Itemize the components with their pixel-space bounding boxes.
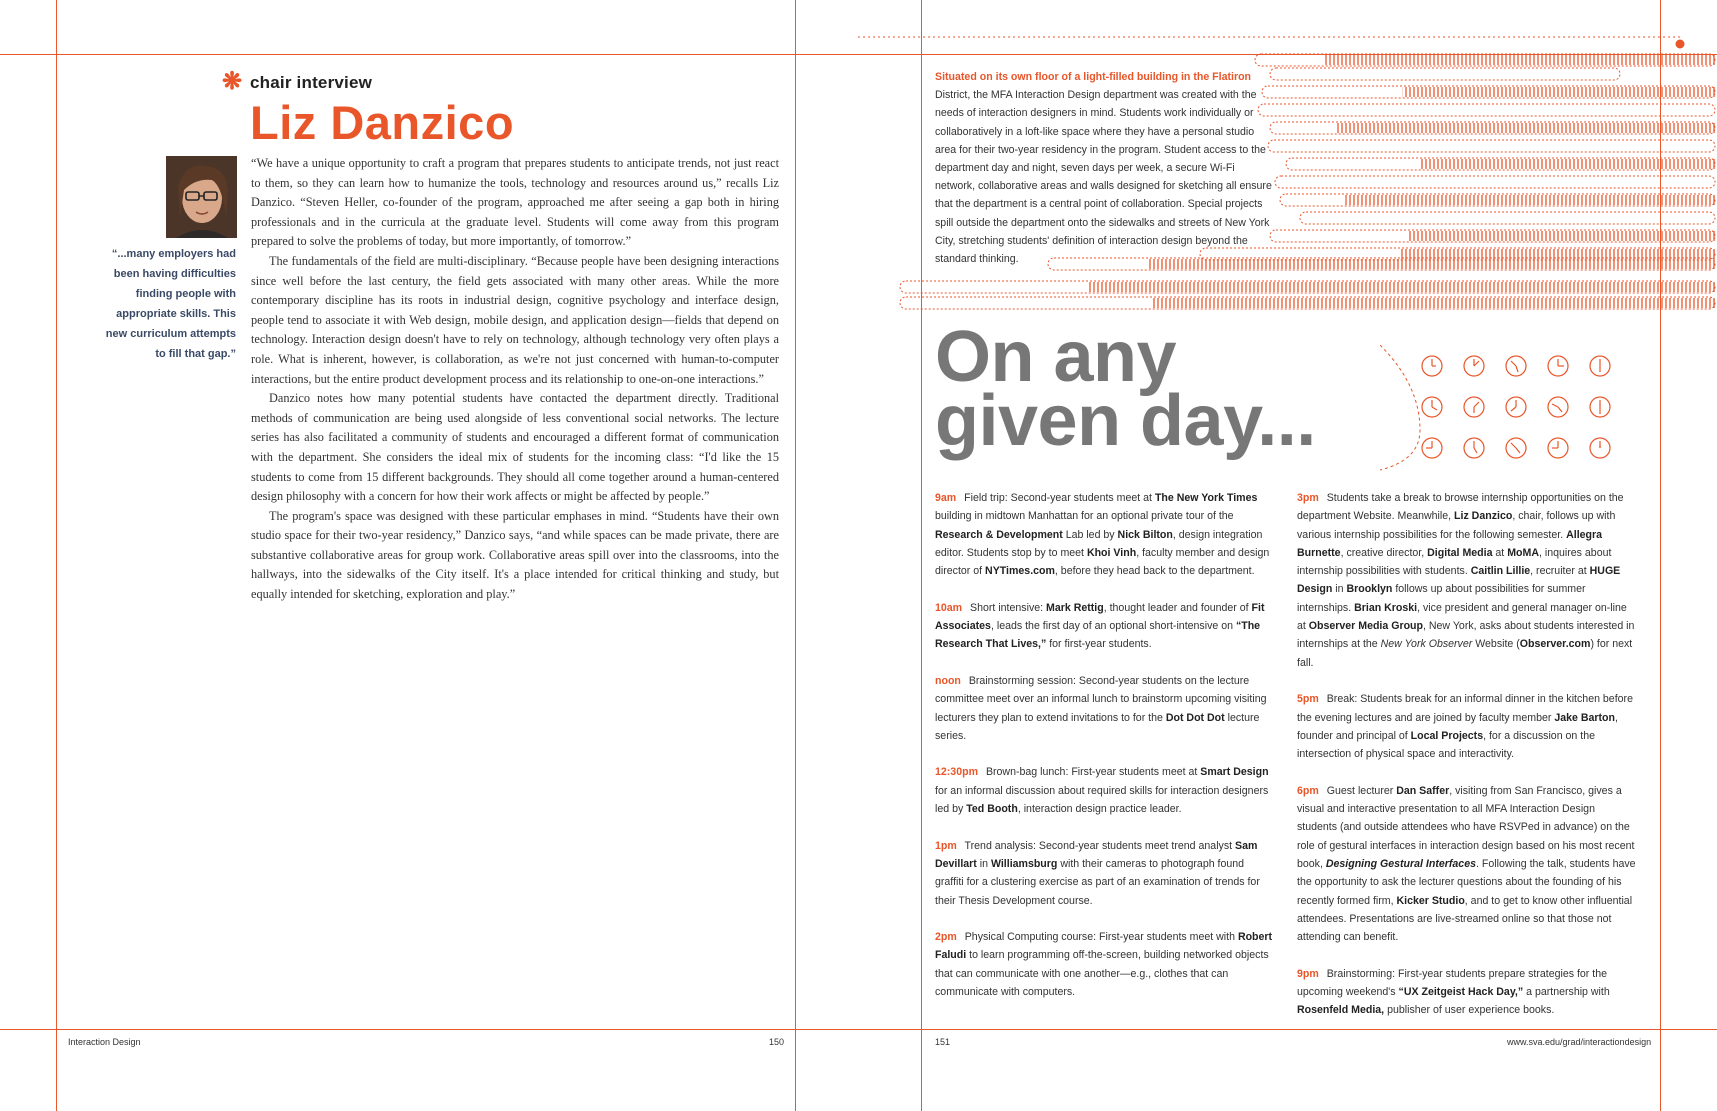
heading-line: given day...	[935, 381, 1316, 461]
schedule-entry	[935, 489, 1275, 580]
schedule-entry	[935, 672, 1275, 745]
schedule-time: 12:30pm	[935, 766, 978, 779]
schedule-text: ) for next fall.	[1297, 638, 1633, 669]
page-number: 150	[769, 1037, 785, 1047]
schedule-text: in	[1332, 583, 1347, 596]
schedule-text: , design integration editor. Students stop by to meet	[935, 528, 1263, 559]
schedule-text: , before they head back to the department.	[1054, 565, 1255, 578]
paragraph: “We have a unique opportunity to craft a program that prepares students to anticipate trends, not just react to them, so they can learn how to humanize the tools, technology and resources around us,” recalls Liz Danzico. “Steven Heller, co-founder of the program, approached me after seeing a gap both in hiring professionals and in the curricula at the graduate level. Students will come away from this program prepared to solve the problems of today, but more importantly, of tomorrow.”	[251, 156, 779, 249]
section-label: chair interview	[250, 73, 373, 92]
intro-paragraph	[935, 68, 1275, 268]
paragraph: The fundamentals of the field are multi-disciplinary. “Because people have been designing interactions since well before the last century, the field gets associated with many other areas. While the more contemporary discipline has its roots in industrial design, cognitive psychology and interface design, people tend to associate it with Web design, mobile design, and application design—fields that depend on technology. Interaction design doesn't have to rely on technology, although technology very often plays a role. What is inherent, however, is collaboration, as we're not just concerned with human-to-computer interactions, but the entire product development process and its relationship to one-on-one interactions.”	[251, 253, 779, 386]
clock-icon	[1506, 397, 1526, 417]
schedule-highlight: Local Projects	[1410, 729, 1484, 742]
schedule-text: Lab led by	[1062, 528, 1118, 541]
schedule-text: Brainstorming: First-year students prepare strategies for the upcoming weekend's	[1297, 967, 1608, 999]
schedule-text: , inquires about internship possibilities with students.	[1297, 546, 1612, 578]
page-title: Liz Danzico	[250, 96, 515, 149]
schedule-text: Field trip: Second-year students meet at	[961, 492, 1155, 504]
schedule-text: follows up about possibilities for summer internships.	[1297, 583, 1586, 614]
schedule-highlight: Robert Faludi	[935, 931, 1273, 962]
schedule-text: Brown-bag lunch: First-year students meet at	[983, 766, 1201, 779]
paragraph: The program's space was designed with these particular emphases in mind. “Students have their own studio space for their two-year residency,” Danzico says, “and while spaces can be made private, there are substantive collaborative areas for group work. Collaborative areas spill over into the classrooms, into the hallways, into the sidewalks of the City itself. It's a place intended for critical thinking and study, but equally intended for sketching, exploration and play.”	[251, 508, 779, 602]
schedule-highlight: Mark Rettig	[1046, 601, 1104, 614]
clock-icon	[1590, 438, 1610, 458]
schedule-highlight: Brooklyn	[1346, 583, 1393, 596]
schedule-text: for first-year students.	[1046, 638, 1152, 651]
schedule-entry	[935, 763, 1275, 818]
schedule-entry	[1297, 690, 1637, 763]
schedule-column-right	[1297, 489, 1637, 1038]
footer-url: www.sva.edu/grad/interactiondesign	[1507, 1037, 1652, 1047]
intro-text: District, the MFA Interaction Design department was created with the needs of interaction designers in mind. Students work individually or collaboratively in a loft-like space where they have a personal studio area for their two-year residency in the program. Student access to the department day and night, seven days per week, a secure Wi-Fi network, collaborative areas and walls designed for sketching all ensure that the department is a central point of collaboration. Special projects spill outside the department onto the sidewalks and streets of New York City, stretching students' definition of interaction design beyond the standard thinking.	[935, 89, 1272, 266]
schedule-time: 9am	[935, 492, 957, 504]
schedule-text: publisher of user experience books.	[1384, 1004, 1555, 1017]
schedule-entry	[1297, 782, 1637, 947]
schedule-highlight: Liz Danzico	[1454, 510, 1513, 523]
schedule-text: Guest lecturer	[1323, 784, 1397, 797]
schedule-highlight: Research & Development	[935, 528, 1063, 541]
schedule-column-left	[935, 489, 1275, 1020]
schedule-text: building in midtown Manhattan for an optional private tour of the	[935, 510, 1234, 523]
schedule-text: , interaction design practice leader.	[1017, 803, 1182, 816]
schedule-highlight: Sam Devillart	[935, 839, 1258, 870]
schedule-text: in	[976, 857, 991, 870]
schedule-time: 10am	[935, 601, 963, 614]
schedule-text: with their cameras to photograph found graffiti for a clustering exercise as part of an examination of trends for their Thesis Development course.	[935, 857, 1260, 907]
schedule-text: , thought leader and founder of	[1103, 601, 1252, 614]
schedule-time: 9pm	[1297, 967, 1319, 980]
schedule-text: . Following the talk, students have the opportunity to ask the lecturer questions about the founding of his recently formed firm,	[1297, 857, 1636, 907]
schedule-highlight: Williamsburg	[990, 857, 1058, 870]
schedule-text: , vice president and general manager on-line at	[1297, 601, 1627, 633]
page-number: 151	[935, 1037, 951, 1047]
schedule-text: for an informal discussion about required skills for interaction designers led by	[935, 784, 1269, 816]
schedule-highlight: Digital Media	[1427, 546, 1493, 559]
schedule-highlight: “The Research That Lives,”	[935, 620, 1261, 651]
schedule-text: , faculty member and design director of	[935, 546, 1270, 578]
schedule-time: 1pm	[935, 839, 957, 852]
schedule-highlight: Observer Media Group	[1308, 620, 1423, 633]
schedule-entry	[1297, 489, 1637, 672]
schedule-highlight: Designing Gestural Interfaces	[1325, 857, 1476, 870]
clock-icon	[1464, 397, 1484, 417]
schedule-highlight: Ted Booth	[966, 803, 1018, 816]
heading-line: On any	[935, 317, 1177, 397]
schedule-highlight: NYTimes.com	[985, 565, 1055, 578]
schedule-time: 5pm	[1297, 693, 1319, 706]
schedule-text: , recruiter at	[1530, 565, 1590, 578]
schedule-highlight: Caitlin Lillie	[1470, 565, 1531, 578]
schedule-time: 2pm	[935, 931, 957, 944]
schedule-time: noon	[935, 674, 961, 687]
schedule-highlight: Rosenfeld Media,	[1297, 1004, 1385, 1017]
schedule-highlight: Kicker Studio	[1396, 894, 1465, 907]
clock-grid-graphic	[1380, 345, 1710, 475]
schedule-text: Physical Computing course: First-year students meet with	[961, 931, 1238, 944]
schedule-text: , New York, asks about students interested in internships at the	[1297, 620, 1635, 651]
schedule-highlight: Nick Bilton	[1117, 528, 1173, 541]
schedule-entry	[1297, 965, 1637, 1020]
schedule-highlight: Khoi Vinh	[1086, 546, 1137, 559]
schedule-text: , creative director,	[1340, 546, 1428, 559]
clock-icon	[1464, 356, 1484, 376]
schedule-text: , and to get to know other influential attendees. Presentations are live-streamed online so that those not attending can benefit.	[1297, 894, 1633, 944]
schedule-time: 6pm	[1297, 784, 1319, 797]
clock-icon	[1422, 397, 1442, 417]
schedule-highlight: Allegra Burnette	[1297, 528, 1603, 559]
schedule-text: a partnership with	[1523, 986, 1610, 999]
footer-section: Interaction Design	[68, 1037, 141, 1047]
schedule-highlight: New York Observer	[1380, 638, 1473, 651]
clock-icon	[1548, 438, 1568, 458]
clock-icon	[1548, 356, 1568, 376]
schedule-highlight: Jake Barton	[1554, 711, 1615, 724]
schedule-text: , chair, follows up with various internship possibilities for the following semester.	[1297, 510, 1616, 541]
schedule-highlight: HUGE Design	[1297, 565, 1621, 596]
schedule-highlight: Dot Dot Dot	[1165, 711, 1225, 724]
schedule-text: to learn programming off-the-screen, building networked objects that can communicate with one another—e.g., clothes that can communicate with computers.	[935, 949, 1269, 999]
schedule-text: Students take a break to browse internship opportunities on the department Website. Meanwhile,	[1297, 492, 1624, 523]
schedule-text: Short intensive:	[967, 601, 1047, 614]
schedule-text: at	[1492, 546, 1508, 559]
schedule-entry	[935, 599, 1275, 654]
schedule-highlight: Dan Saffer	[1396, 784, 1450, 797]
section-heading	[935, 317, 1316, 461]
intro-lead: Situated on its own floor of a light-filled building in the Flatiron	[935, 71, 1252, 83]
schedule-text: Brainstorming session: Second-year students on the lecture committee meet over an informal lunch to brainstorm upcoming visiting lecturers they plan to extend invitations to for the	[935, 674, 1267, 724]
clock-icon	[1590, 356, 1610, 376]
clock-icon	[1548, 397, 1568, 417]
dotted-arc-icon	[1380, 345, 1420, 470]
pull-quote: “...many employers had been having difficulties finding people with appropriate skills. This new curriculum attempts to fill that gap.”	[105, 248, 236, 360]
asterisk-icon: ❋	[222, 68, 243, 95]
clock-icon	[1422, 356, 1442, 376]
schedule-highlight: Brian Kroski	[1354, 601, 1418, 614]
clock-icon	[1464, 438, 1484, 458]
clock-icon	[1506, 438, 1526, 458]
schedule-text: , founder and principal of	[1297, 711, 1618, 742]
schedule-text: , visiting from San Francisco, gives a visual and interactive presentation to all MFA Interaction Design students (and outside attendees who have RSVPed in advance) on the role of gestural interfaces in interaction design based on his most recent book,	[1297, 784, 1635, 870]
schedule-highlight: The New York Times	[1154, 492, 1258, 504]
paragraph: Danzico notes how many potential students have contacted the department directly. Traditional methods of communication are being used alongside of less conventional social networks. The lecture series has also facilitated a community of students and encouraged a different format of communication with the department. She considers the ideal mix of students for the incoming class: “I'd like the 15 students to come from 15 different backgrounds. They should all come together around a human-centered design philosophy with a concern for how their work affects or might be affected by people.”	[251, 391, 779, 504]
schedule-time: 3pm	[1297, 492, 1319, 504]
schedule-text: lecture series.	[935, 711, 1260, 742]
schedule-text: Website (	[1472, 638, 1520, 651]
clock-icon	[1422, 438, 1442, 458]
schedule-text: , for a discussion on the intersection of physical space and interactivity.	[1297, 729, 1595, 761]
schedule-highlight: “UX Zeitgeist Hack Day,”	[1398, 986, 1524, 999]
schedule-entry	[935, 928, 1275, 1001]
schedule-entry	[935, 837, 1275, 910]
schedule-text: Break: Students break for an informal dinner in the kitchen before the evening lectures and are joined by faculty member	[1297, 693, 1633, 724]
schedule-highlight: Observer.com	[1519, 638, 1591, 651]
schedule-text: , leads the first day of an optional short-intensive on	[990, 620, 1236, 633]
clock-icon	[1506, 356, 1526, 376]
schedule-text: Trend analysis: Second-year students meet trend analyst	[961, 839, 1236, 852]
schedule-highlight: MoMA	[1507, 546, 1539, 559]
schedule-highlight: Fit Associates	[935, 601, 1265, 633]
schedule-highlight: Smart Design	[1200, 766, 1269, 779]
clock-icon	[1590, 397, 1610, 417]
